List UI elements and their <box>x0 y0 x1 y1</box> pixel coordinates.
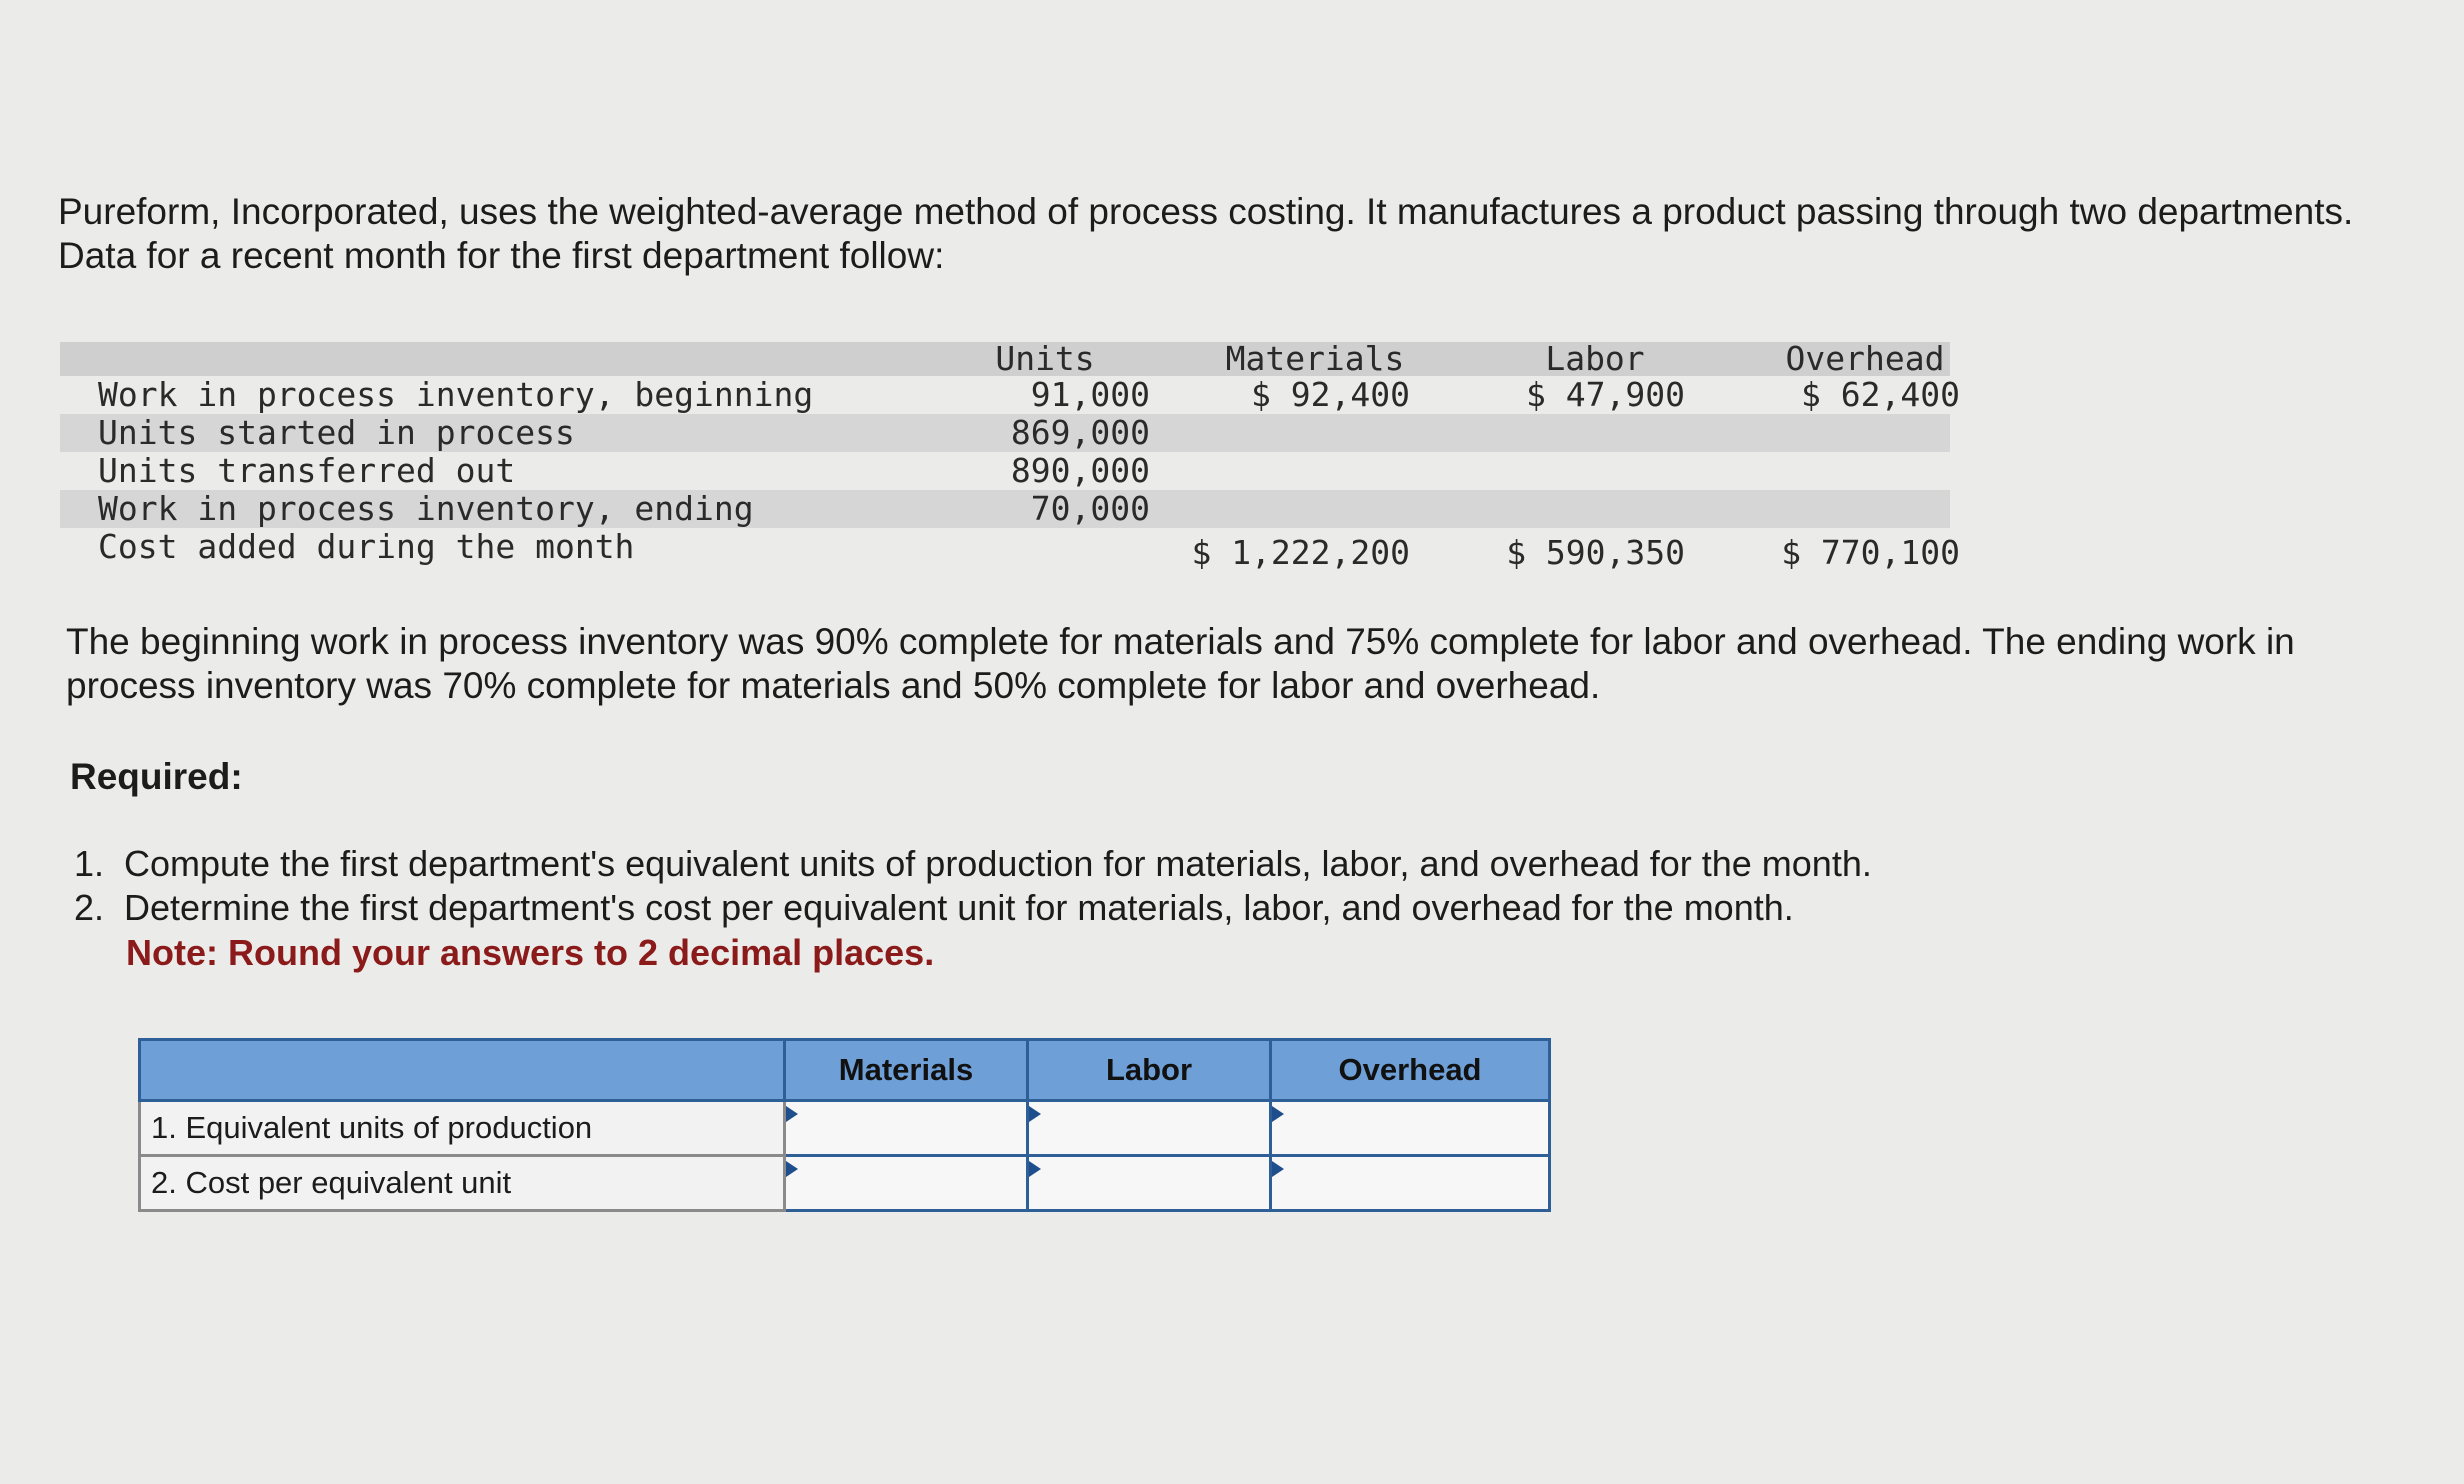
table-row <box>140 1156 1550 1211</box>
row-label: 1. Equivalent units of production <box>140 1101 785 1156</box>
labor-value: $ 47,900 <box>1526 375 1685 414</box>
equivalent-units-overhead-field[interactable] <box>1282 1101 1542 1155</box>
table-row <box>60 414 1950 452</box>
table-row <box>60 452 1950 490</box>
header-overhead: Overhead <box>1785 339 1945 378</box>
row-label: Work in process inventory, ending <box>98 489 754 528</box>
answer-header-labor: Labor <box>1028 1040 1271 1101</box>
row-label: Units started in process <box>98 413 575 452</box>
units-value: 890,000 <box>1010 451 1150 490</box>
row-label: Units transferred out <box>98 451 516 490</box>
table-row <box>60 375 1960 414</box>
answer-header-blank <box>140 1040 785 1101</box>
answer-header-row <box>140 1040 1550 1101</box>
overhead-value: $ 62,400 <box>1801 375 1960 414</box>
process-data-table <box>60 339 1960 572</box>
overhead-value: $ 770,100 <box>1781 533 1960 572</box>
requirement-text: Determine the first department's cost per equivalent unit for materials, labor, and overhead for the month. <box>124 887 1794 928</box>
list-item <box>74 842 2374 886</box>
table-row <box>60 527 1960 572</box>
header-labor: Labor <box>1545 339 1645 378</box>
equivalent-units-materials-field[interactable] <box>796 1101 1020 1155</box>
cost-per-unit-overhead-field[interactable] <box>1282 1156 1542 1210</box>
cost-per-unit-materials-input[interactable] <box>785 1156 1028 1211</box>
cost-per-unit-labor-field[interactable] <box>1039 1156 1263 1210</box>
equivalent-units-labor-input[interactable] <box>1028 1101 1271 1156</box>
header-materials: Materials <box>1225 339 1405 378</box>
cost-per-unit-labor-input[interactable] <box>1028 1156 1271 1211</box>
answer-table <box>138 1038 1551 1212</box>
table-row <box>140 1101 1550 1156</box>
units-value: 91,000 <box>1030 375 1150 414</box>
intro-paragraph: Pureform, Incorporated, uses the weighted-average method of process costing. It manufactures a product passing through two departments. Data for a recent month for the first department follow: <box>58 191 2354 276</box>
row-label: Work in process inventory, beginning <box>98 375 814 414</box>
table-row <box>60 490 1950 528</box>
header-units: Units <box>995 339 1095 378</box>
rounding-note: Note: Round your answers to 2 decimal places. <box>126 932 935 973</box>
units-value: 70,000 <box>1030 489 1150 528</box>
requirement-number: 1. <box>74 843 105 884</box>
answer-header-materials: Materials <box>785 1040 1028 1101</box>
list-item <box>74 886 2374 930</box>
answer-header-overhead: Overhead <box>1271 1040 1550 1101</box>
requirement-text: Compute the first department's equivalent units of production for materials, labor, and overhead for the month. <box>124 843 1872 884</box>
requirements-list <box>74 842 2374 930</box>
row-label: Cost added during the month <box>98 527 635 566</box>
cost-per-unit-overhead-input[interactable] <box>1271 1156 1550 1211</box>
equivalent-units-materials-input[interactable] <box>785 1101 1028 1156</box>
required-heading: Required: <box>70 756 243 797</box>
equivalent-units-overhead-input[interactable] <box>1271 1101 1550 1156</box>
completion-paragraph: The beginning work in process inventory was 90% complete for materials and 75% complete for labor and overhead. The ending work in process inventory was 70% complete for materials and 50% complete for labor and overhead. <box>66 621 2295 706</box>
labor-value: $ 590,350 <box>1506 533 1685 572</box>
materials-value: $ 92,400 <box>1251 375 1410 414</box>
cost-per-unit-materials-field[interactable] <box>796 1156 1020 1210</box>
materials-value: $ 1,222,200 <box>1191 533 1410 572</box>
equivalent-units-labor-field[interactable] <box>1039 1101 1263 1155</box>
units-value: 869,000 <box>1010 413 1150 452</box>
requirement-number: 2. <box>74 887 105 928</box>
data-table-header <box>60 339 1950 378</box>
row-label: 2. Cost per equivalent unit <box>140 1156 785 1211</box>
